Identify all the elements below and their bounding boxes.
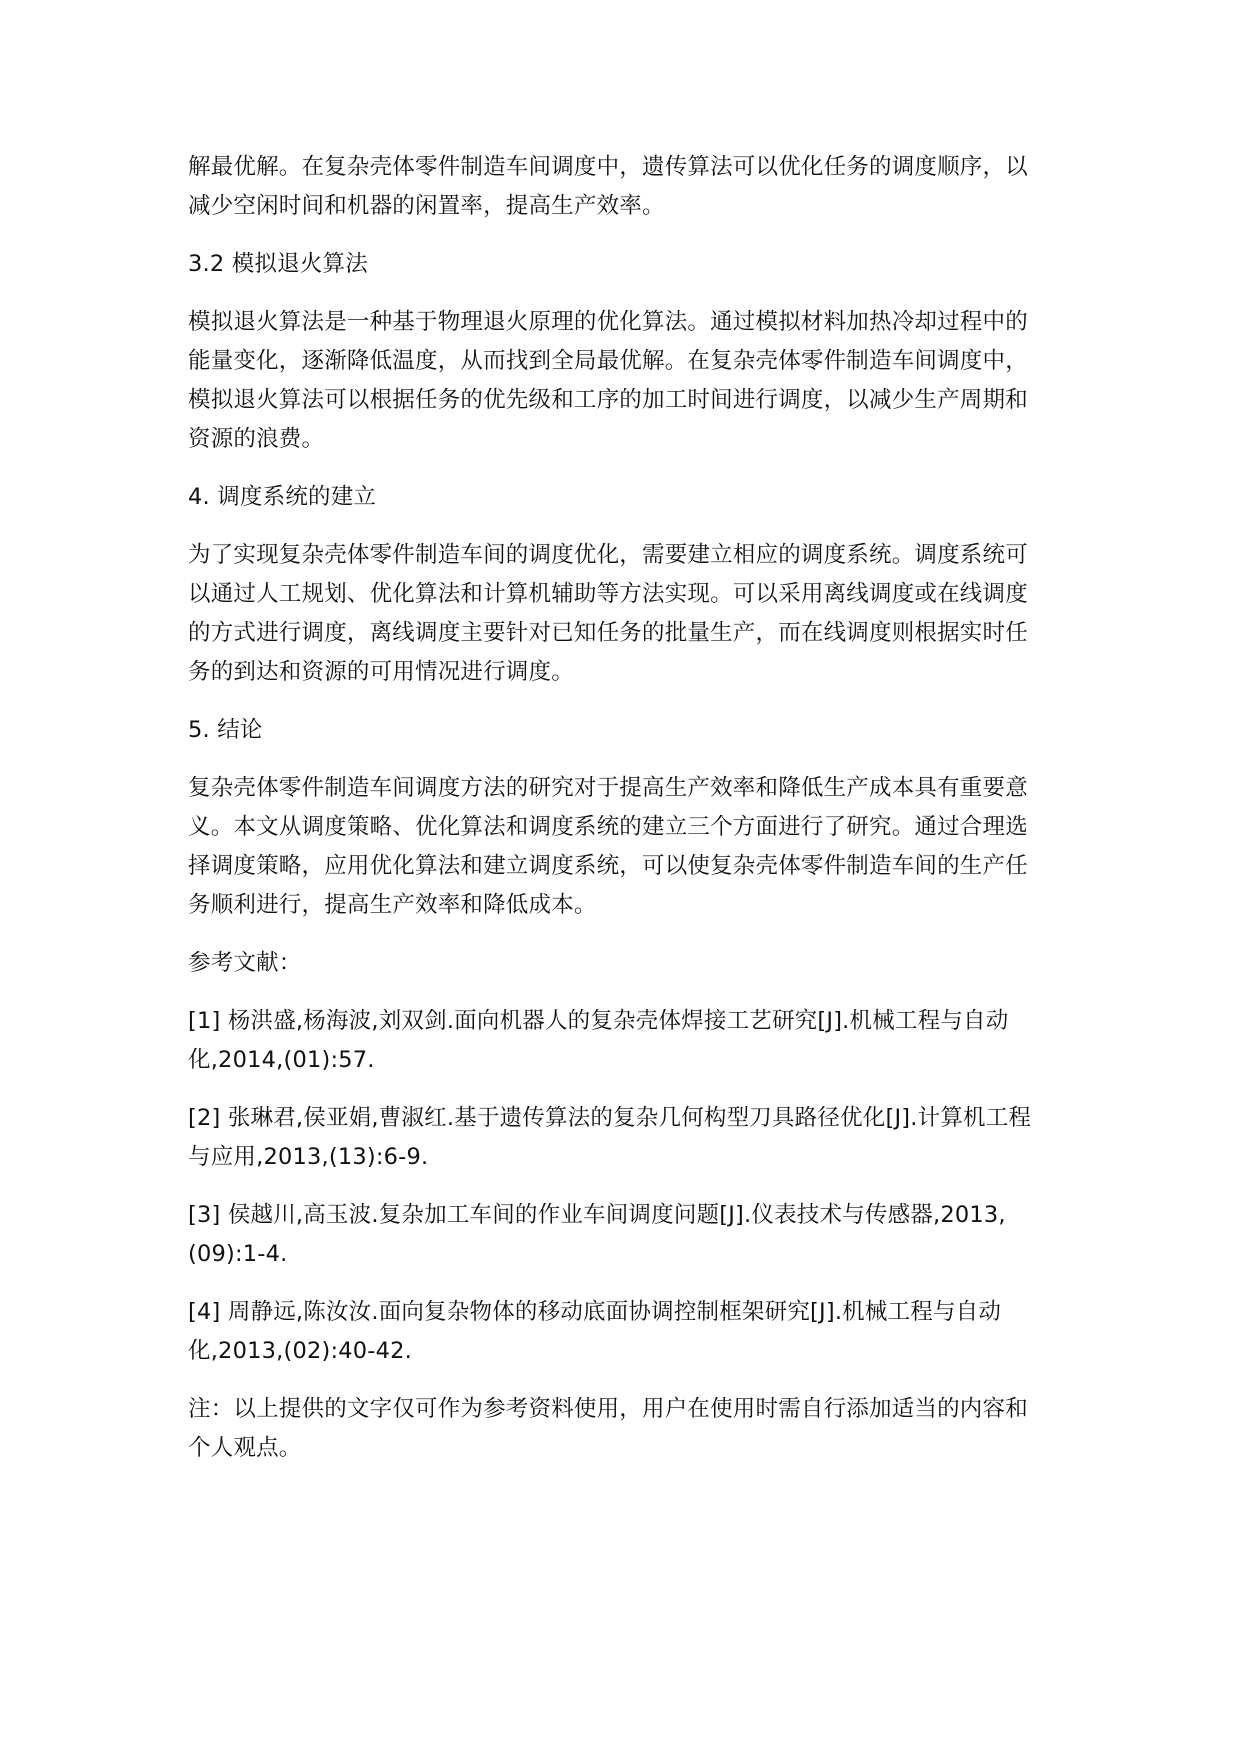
reference-item-4: [4] 周静远,陈汝汝.面向复杂物体的移动底面协调控制框架研究[J].机械工程与自动化,2013,(02):40-42. bbox=[188, 1299, 1002, 1364]
section-3-2-paragraph: 模拟退火算法是一种基于物理退火原理的优化算法。通过模拟材料加热冷却过程中的能量变化，逐渐降低温度，从而找到全局最优解。在复杂壳体零件制造车间调度中，模拟退火算法可以根据任务的优先级和工序的加工时间进行调度，以减少生产周期和资源的浪费。 bbox=[188, 309, 1028, 452]
references-heading: 参考文献： bbox=[188, 950, 302, 976]
section-5-paragraph: 复杂壳体零件制造车间调度方法的研究对于提高生产效率和降低生产成本具有重要意义。本文从调度策略、优化算法和调度系统的建立三个方面进行了研究。通过合理选择调度策略，应用优化算法和建立调度系统，可以使复杂壳体零件制造车间的生产任务顺利进行，提高生产效率和降低成本。 bbox=[188, 775, 1028, 918]
section-4-heading: 4. 调度系统的建立 bbox=[188, 484, 377, 510]
section-4-paragraph: 为了实现复杂壳体零件制造车间的调度优化，需要建立相应的调度系统。调度系统可以通过人工规划、优化算法和计算机辅助等方法实现。可以采用离线调度或在线调度的方式进行调度，离线调度主要针对已知任务的批量生产，而在线调度则根据实时任务的到达和资源的可用情况进行调度。 bbox=[188, 542, 1028, 685]
note-paragraph: 注：以上提供的文字仅可作为参考资料使用，用户在使用时需自行添加适当的内容和个人观点。 bbox=[188, 1396, 1028, 1461]
document-page bbox=[188, 148, 1048, 1468]
reference-item-2: [2] 张琳君,侯亚娟,曹淑红.基于遗传算法的复杂几何构型刀具路径优化[J].计算机工程与应用,2013,(13):6-9. bbox=[188, 1105, 1032, 1170]
section-3-2-heading: 3.2 模拟退火算法 bbox=[188, 251, 368, 277]
section-5-heading: 5. 结论 bbox=[188, 717, 263, 743]
reference-item-3: [3] 侯越川,高玉波.复杂加工车间的作业车间调度问题[J].仪表技术与传感器,2013,(09):1-4. bbox=[188, 1202, 1006, 1267]
reference-item-1: [1] 杨洪盛,杨海波,刘双剑.面向机器人的复杂壳体焊接工艺研究[J].机械工程与自动化,2014,(01):57. bbox=[188, 1008, 1009, 1073]
intro-paragraph: 解最优解。在复杂壳体零件制造车间调度中，遗传算法可以优化任务的调度顺序，以减少空闲时间和机器的闲置率，提高生产效率。 bbox=[188, 154, 1028, 219]
